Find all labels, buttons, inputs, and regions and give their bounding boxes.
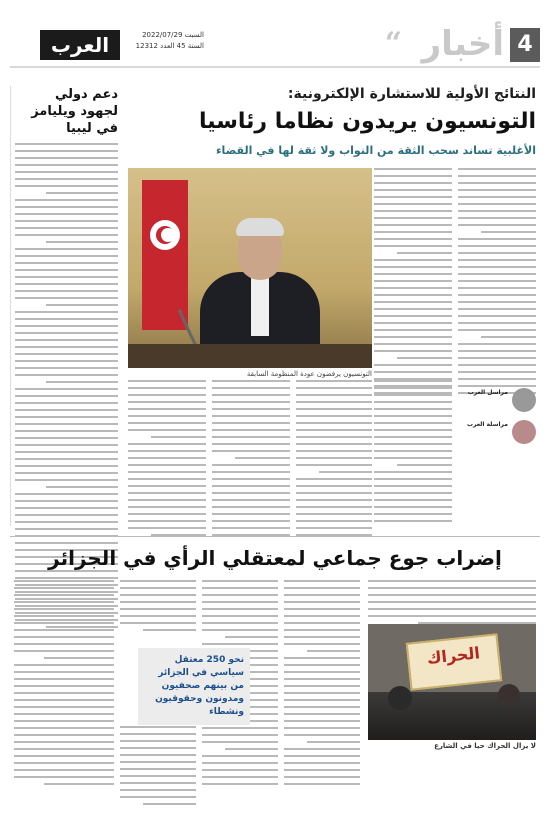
second-body-column (284, 580, 360, 790)
lead-body-column (374, 168, 452, 399)
author-avatar (512, 388, 536, 412)
author-name: مراسلة العرب (466, 421, 508, 428)
second-body-column (368, 580, 536, 629)
lead-subhead: الأغلبية تساند سحب الثقة من النواب ولا ثقة لها في القضاء (215, 144, 536, 157)
lead-body-column (296, 380, 372, 541)
lead-body-column (458, 168, 536, 399)
lead-body-column (128, 380, 206, 541)
lead-photo-caption: التونسيون يرفضون عودة المنظومة السابقة (246, 370, 372, 378)
protest-sign (406, 633, 503, 690)
lead-body-column (374, 380, 452, 527)
issue-info (124, 30, 204, 52)
sidebar-story (10, 86, 122, 526)
second-headline: إضراب جوع جماعي لمعتقلي الرأي في الجزائر (48, 546, 502, 570)
quote-icon: “ (384, 26, 402, 61)
author-box (458, 388, 536, 452)
tunisia-flag-icon (142, 180, 188, 330)
lead-body-column (212, 380, 290, 541)
lead-photo (128, 168, 372, 368)
lead-headline: التونسيون يريدون نظاما رئاسيا (198, 109, 536, 134)
second-photo-caption: لا يزال الحراك حيا في الشارع (434, 742, 536, 750)
author-entry (458, 420, 536, 444)
author-entry (458, 388, 536, 412)
second-body-column (14, 580, 114, 790)
second-body-column (120, 580, 196, 636)
author-name: مراسل العرب (467, 389, 508, 396)
pull-quote: نحو 250 معتقل سياسي في الجزائر من بينهم صحفيون ومدونون وحقوقيون ونشطاء (138, 648, 250, 725)
header-rule (10, 66, 540, 68)
second-body-column (120, 726, 196, 810)
newspaper-logo: العرب (40, 30, 120, 60)
issue-number: السنة 45 العدد 12312 (135, 42, 204, 50)
section-title: أخبار (421, 24, 504, 64)
masthead (0, 0, 550, 84)
issue-date: السبت 2022/07/29 (142, 31, 204, 39)
second-photo (368, 624, 536, 740)
author-avatar (512, 420, 536, 444)
page-number: 4 (510, 28, 540, 62)
sidebar-title: دعم دولي لجهود ويليامز في ليبيا (31, 87, 118, 136)
protest-sign-text: الحراك (425, 643, 481, 668)
lead-kicker: النتائج الأولية للاستشارة الإلكترونية: (287, 86, 536, 102)
story-divider (10, 536, 540, 537)
